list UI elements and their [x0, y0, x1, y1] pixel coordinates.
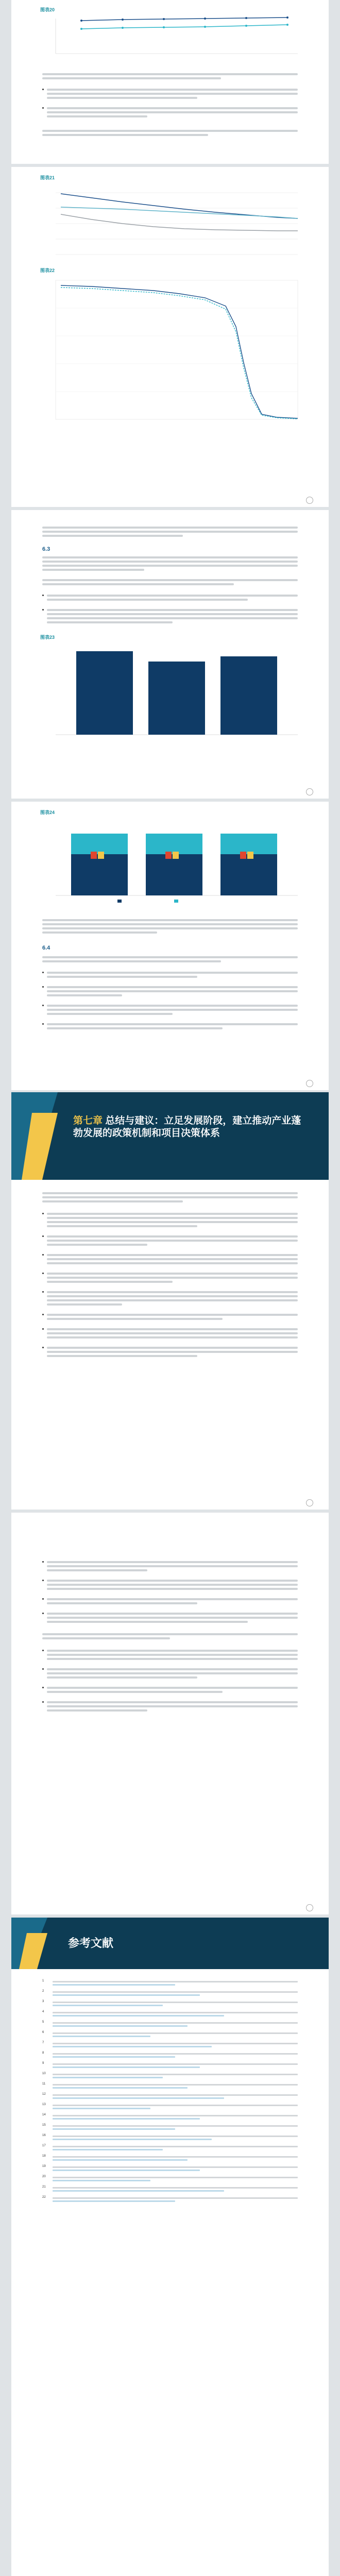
paragraph: [42, 524, 298, 539]
marker: [240, 852, 246, 859]
reference-item: 21: [42, 2185, 298, 2193]
list-item: [42, 1596, 298, 1606]
list-item: [42, 984, 298, 998]
bullet-list: [42, 87, 298, 124]
line-chart-21: [40, 182, 308, 260]
data-point: [122, 27, 124, 29]
figure-22-title: [40, 267, 58, 274]
marker: [173, 852, 179, 859]
logo: [306, 1080, 315, 1087]
list-item: [42, 1233, 298, 1248]
reference-item: 13: [42, 2103, 298, 2111]
reference-item: 16: [42, 2134, 298, 2142]
bar: [146, 834, 202, 854]
figure-number: 图表24: [40, 810, 55, 815]
list-item: [42, 1699, 298, 1714]
series-line: [81, 18, 287, 21]
data-point: [286, 16, 288, 19]
reference-item: 9: [42, 2062, 298, 2070]
paragraph: [42, 128, 298, 138]
line-chart-22: [40, 275, 308, 430]
list-item: [42, 1685, 298, 1695]
legend-swatch: [117, 900, 122, 903]
reference-item: 14: [42, 2113, 298, 2121]
page-7: [11, 1918, 329, 2576]
figure-number: 图表22: [40, 268, 55, 273]
reference-item: 12: [42, 2093, 298, 2100]
references-title: 参考文献: [68, 1937, 114, 1950]
reference-item: 17: [42, 2144, 298, 2152]
reference-list: [42, 1979, 298, 2206]
list-item: [42, 1326, 298, 1341]
logo-icon: [306, 788, 313, 795]
paragraph: [42, 1190, 298, 1205]
bar: [220, 656, 277, 735]
paragraph: [42, 71, 298, 81]
line-chart-20: [40, 13, 308, 60]
page-5: [11, 1092, 329, 1510]
bar: [146, 854, 202, 895]
figure-number: 图表21: [40, 175, 55, 180]
bar: [220, 854, 277, 895]
section-6-4-heading: 6.4: [42, 945, 50, 951]
data-point: [80, 28, 82, 30]
list-item: [42, 1252, 298, 1266]
reference-item: 6: [42, 2031, 298, 2039]
chapter-heading: 总结与建议：立足发展阶段，建立推动产业蓬勃发展的政策机制和项目决策体系: [73, 1115, 301, 1139]
list-item: [42, 1289, 298, 1308]
chapter-banner: [11, 1092, 329, 1180]
reference-item: 5: [42, 2021, 298, 2028]
bullet-list: [42, 970, 298, 1036]
data-point: [204, 18, 206, 20]
chapter-number: 第七章: [73, 1115, 103, 1126]
bar: [148, 662, 205, 735]
list-item: [42, 1211, 298, 1229]
series-line: [81, 25, 287, 29]
reference-item: 19: [42, 2165, 298, 2173]
reference-item: 10: [42, 2072, 298, 2080]
bullet-list: [42, 592, 298, 630]
page-4: [11, 802, 329, 1090]
series-line: [61, 214, 298, 231]
logo: [306, 788, 315, 795]
logo: [306, 497, 315, 504]
list-item: [42, 87, 298, 101]
reference-item: 2: [42, 1990, 298, 1997]
bar-chart-23: [40, 642, 308, 745]
list-item: [42, 1003, 298, 1017]
data-point: [245, 25, 247, 27]
logo-icon: [306, 1904, 313, 1911]
list-item: [42, 1559, 298, 1573]
logo-icon: [306, 497, 313, 504]
list-item: [42, 607, 298, 625]
marker: [91, 852, 97, 859]
page-1: [11, 0, 329, 164]
bar: [71, 854, 128, 895]
legend-swatch: [174, 900, 178, 903]
data-point: [163, 18, 165, 20]
logo: [306, 1904, 315, 1911]
figure-24-title: [40, 809, 58, 816]
reference-item: 1: [42, 1979, 298, 1987]
list-item: [42, 1648, 298, 1662]
list-item: [42, 1578, 298, 1592]
figure-number: 图表23: [40, 635, 55, 640]
list-item: [42, 1312, 298, 1322]
bar: [71, 834, 128, 854]
bullet-list: [42, 1211, 298, 1363]
reference-item: 22: [42, 2196, 298, 2204]
data-point: [80, 20, 82, 22]
data-point: [204, 26, 206, 28]
reference-item: 4: [42, 2010, 298, 2018]
page-2: [11, 167, 329, 507]
page-3: [11, 510, 329, 799]
bullet-list: [42, 1559, 298, 1629]
reference-item: 15: [42, 2124, 298, 2131]
list-item: [42, 1021, 298, 1031]
chapter-7-title: [73, 1115, 310, 1140]
list-item: [42, 1611, 298, 1625]
figure-20-title: [40, 6, 58, 13]
marker: [98, 852, 104, 859]
paragraph: [42, 917, 298, 936]
reference-item: 18: [42, 2155, 298, 2162]
data-point: [163, 26, 165, 28]
paragraph: [42, 1631, 298, 1641]
reference-item: 20: [42, 2175, 298, 2183]
reference-item: 7: [42, 2041, 298, 2049]
data-point: [122, 19, 124, 21]
paragraph: [42, 577, 298, 587]
reference-item: 3: [42, 2000, 298, 2008]
page-6: [11, 1513, 329, 1914]
bar-chart-24: [40, 818, 308, 906]
bullet-list: [42, 1648, 298, 1718]
figure-number: 图表20: [40, 7, 55, 12]
list-item: [42, 970, 298, 980]
marker: [247, 852, 253, 859]
series-line: [61, 194, 298, 218]
section-6-3-heading: 6.3: [42, 546, 50, 552]
logo: [306, 1499, 315, 1506]
figure-21-title: [40, 174, 58, 181]
list-item: [42, 1666, 298, 1681]
references-banner: [11, 1918, 329, 1969]
reference-item: 11: [42, 2082, 298, 2090]
list-item: [42, 1270, 298, 1285]
data-point: [245, 17, 247, 19]
paragraph: [42, 554, 298, 573]
bar: [76, 651, 133, 735]
figure-23-title: [40, 634, 58, 640]
logo-icon: [306, 1080, 313, 1087]
stacked-bar-group: [71, 834, 277, 895]
logo-icon: [306, 1499, 313, 1506]
marker: [165, 852, 172, 859]
list-item: [42, 1345, 298, 1359]
list-item: [42, 105, 298, 120]
reference-item: 8: [42, 2052, 298, 2059]
banner-graphic: [11, 1918, 329, 1969]
data-point: [286, 24, 288, 26]
paragraph: [42, 954, 298, 964]
bar: [220, 834, 277, 854]
list-item: [42, 592, 298, 603]
